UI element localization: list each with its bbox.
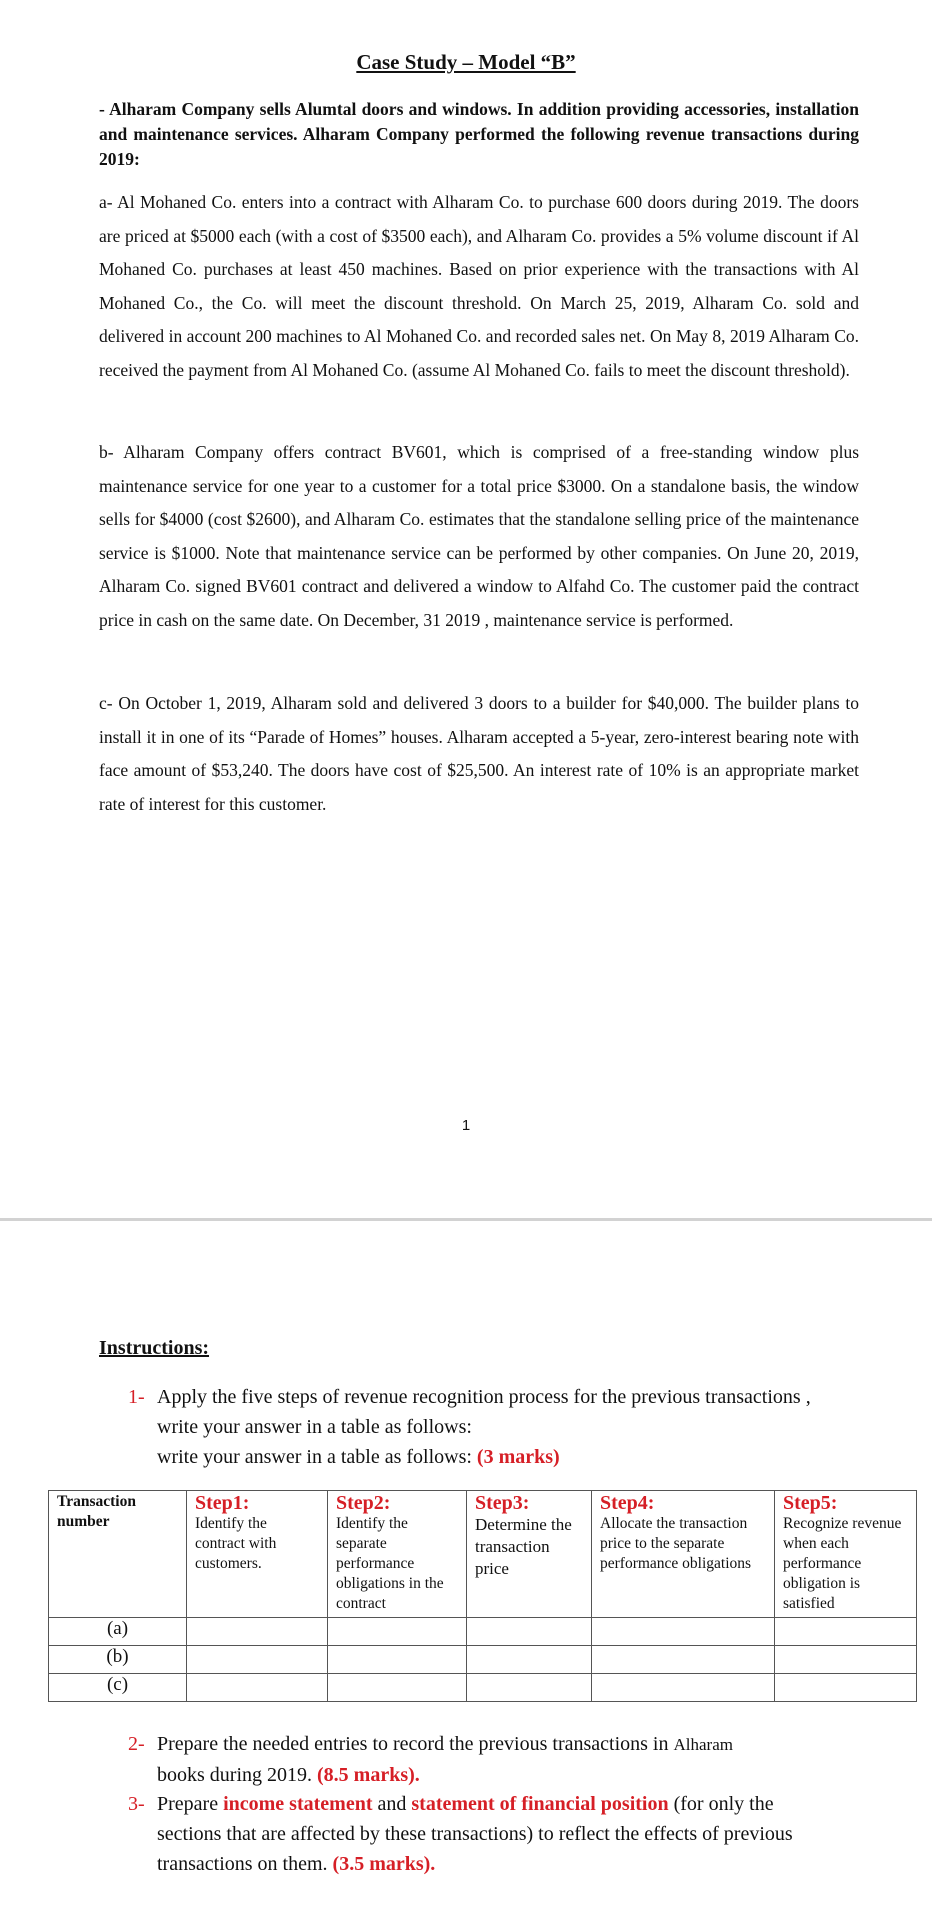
transaction-number-header: Transaction number [49,1491,187,1618]
answer-cell[interactable] [328,1618,467,1646]
item-number: 3- [128,1793,145,1815]
page-number: 1 [461,1117,471,1134]
item-number: 2- [128,1733,145,1755]
answer-cell[interactable] [328,1674,467,1702]
item-number: 1- [128,1386,145,1408]
document-page-2 [0,1221,932,1920]
table-row [49,1674,917,1702]
item-3-prefix: Prepare [157,1793,219,1815]
intro-paragraph: - Alharam Company sells Alumtal doors and windows. In addition providing accessories, installation and maintenance services. Alharam Company performed the following revenue transactions during 2019: [99,99,859,169]
answer-cell[interactable] [187,1674,328,1702]
answer-cell[interactable] [328,1646,467,1674]
income-statement-label: income statement [223,1793,373,1815]
step-4-header: Step4: Allocate the transaction price to the separate performance obligations [592,1491,775,1618]
item-3-rest: (for only the sections that are affected by these transactions) to reflect the effects of previous transactions on them. [157,1793,793,1875]
item-1-text: Apply the five steps of revenue recognition process for the previous transactions , write your answer in a table as follows: [157,1386,811,1438]
item-3-marks: (3.5 marks). [332,1853,436,1875]
answer-cell[interactable] [467,1646,592,1674]
transaction-b-paragraph: b- Alharam Company offers contract BV601, which is comprised of a free-standing window plus maintenance service for one year to a customer for a total price $3000. On a standalone basis, the window sells for $4000 (cost $2600), and Alharam Co. estimates that the standalone selling price of the maintenance service is $1000. Note that maintenance service can be performed by other companies. On June 20, 2019, Alharam Co. signed BV601 contract and delivered a window to Alfahd Co. The customer paid the contract price in cash on the same date. On December, 31 2019 , maintenance service is performed. [99,442,859,630]
answer-cell[interactable] [775,1674,917,1702]
item-2-marks: (8.5 marks). [317,1764,420,1786]
step-5-header: Step5: Recognize revenue when each performance obligation is satisfied [775,1491,917,1618]
item-2-text-2: books during 2019. [157,1764,312,1786]
transaction-a-paragraph: a- Al Mohaned Co. enters into a contract with Alharam Co. to purchase 600 doors during 2019. The doors are priced at $5000 each (with a cost of $3500 each), and Alharam Co. provides a 5% volume discount if Al Mohaned Co. purchases at least 450 machines. Based on prior experience with the transactions with Al Mohaned Co., the Co. will meet the discount threshold. On March 25, 2019, Alharam Co. sold and delivered in account 200 machines to Al Mohaned Co. and recorded sales net. On May 8, 2019 Alharam Co. received the payment from Al Mohaned Co. (assume Al Mohaned Co. fails to meet the discount threshold). [99,192,859,380]
answer-cell[interactable] [592,1674,775,1702]
row-label-b: (b) [49,1646,187,1674]
financial-position-label: statement of financial position [411,1793,669,1815]
answer-cell[interactable] [775,1646,917,1674]
step-1-header: Step1: Identify the contract with customers. [187,1491,328,1618]
instruction-item-3 [128,1789,828,1879]
case-study-title: Case Study – Model “B” [356,50,576,74]
answer-cell[interactable] [592,1618,775,1646]
instruction-item-1 [128,1382,828,1472]
answer-cell[interactable] [592,1646,775,1674]
item-1-text-repeat: write your answer in a table as follows: [157,1446,472,1468]
item-2-text: Prepare the needed entries to record the previous transactions in [157,1733,669,1755]
answer-cell[interactable] [187,1618,328,1646]
answer-cell[interactable] [775,1618,917,1646]
instruction-item-2 [128,1729,828,1790]
table-row [49,1618,917,1646]
instructions-heading: Instructions: [99,1337,210,1359]
table-header-row [49,1491,917,1618]
answer-cell[interactable] [467,1618,592,1646]
item-2-company: Alharam [673,1735,733,1754]
answer-cell[interactable] [187,1646,328,1674]
step-3-header: Step3: Determine the transaction price [467,1491,592,1618]
answer-cell[interactable] [467,1674,592,1702]
revenue-steps-table [48,1490,917,1702]
table-row [49,1646,917,1674]
transaction-c-paragraph: c- On October 1, 2019, Alharam sold and delivered 3 doors to a builder for $40,000. The builder plans to install it in one of its “Parade of Homes” houses. Alharam accepted a 5-year, zero-interest bearing note with face amount of $53,240. The doors have cost of $25,500. An interest rate of 10% is an appropriate market rate of interest for this customer. [99,693,859,814]
item-1-marks: (3 marks) [476,1446,560,1468]
item-3-and: and [377,1793,407,1815]
row-label-c: (c) [49,1674,187,1702]
step-2-header: Step2: Identify the separate performance obligations in the contract [328,1491,467,1618]
row-label-a: (a) [49,1618,187,1646]
